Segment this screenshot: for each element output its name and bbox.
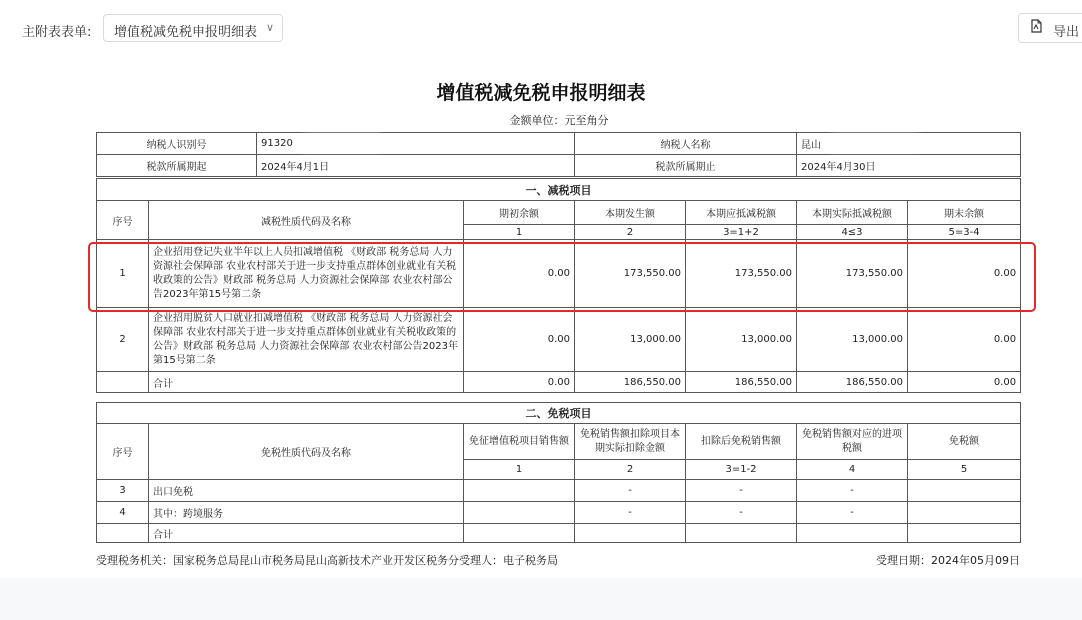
row-net-exempt-sales: - (686, 480, 797, 502)
col-number: 5 (908, 460, 1021, 480)
form-select-label: 主附表表单: (22, 25, 92, 40)
redaction-mask (302, 135, 382, 151)
row-name: 企业招用脱贫人口就业扣减增值税 《财政部 税务总局 人力资源社会保障部 农业农村部关于进一步支持重点群体创业就业有关税收政策的公告》财政部 税务总局 人力资源社会保障部 农业农村部公告2023年第15号第二条 (149, 308, 464, 372)
toolbar (0, 0, 1082, 58)
export-label: 导出 (1053, 25, 1080, 40)
header-exempt-sales: 免征增值税项目销售额 (464, 424, 575, 460)
total-row (97, 372, 1021, 393)
row-opening-balance: 0.00 (464, 240, 575, 308)
header-opening-balance: 期初余额 (464, 201, 575, 225)
period-start-value: 2024年4月1日 (257, 155, 575, 177)
col-number: 3=1-2 (686, 460, 797, 480)
total-deductible-tax: 186,550.00 (686, 372, 797, 393)
period-start-label: 税款所属期起 (97, 155, 257, 177)
total-actual-deducted: 186,550.00 (797, 372, 908, 393)
exemption-table (96, 402, 1021, 543)
row-closing-balance: 0.00 (908, 308, 1021, 372)
header-input-tax: 免税销售额对应的进项税额 (797, 424, 908, 460)
row-exempt-tax (908, 480, 1021, 502)
table-row (97, 240, 1021, 308)
row-name: 出口免税 (149, 480, 464, 502)
form-select-value: 增值税减免税申报明细表 (114, 25, 258, 40)
header-net-exempt-sales: 扣除后免税销售额 (686, 424, 797, 460)
col-number: 1 (464, 225, 575, 240)
reduction-section-title: 一、减税项目 (97, 179, 1021, 201)
export-button[interactable] (1018, 13, 1082, 43)
chevron-down-icon: ∨ (265, 21, 274, 34)
pdf-file-icon (1031, 19, 1042, 33)
table-row (97, 502, 1021, 524)
col-number: 4 (797, 460, 908, 480)
form-select[interactable] (103, 14, 283, 42)
row-exempt-sales (464, 502, 575, 524)
row-name: 企业招用登记失业半年以上人员扣减增值税 《财政部 税务总局 人力资源社会保障部 农业农村部关于进一步支持重点群体创业就业有关税收政策的公告》财政部 税务总局 人力资源社会保障部 农业农村部公告2023年第15号第二条 (149, 240, 464, 308)
header-seq: 序号 (97, 201, 149, 240)
row-closing-balance: 0.00 (908, 240, 1021, 308)
report-title: 增值税减免税申报明细表 (436, 82, 646, 104)
header-actual-deducted: 本期实际抵减税额 (797, 201, 908, 225)
taxpayer-name-label: 纳税人名称 (575, 133, 797, 155)
row-name: 其中：跨境服务 (149, 502, 464, 524)
table-row (97, 308, 1021, 372)
redaction-mask (830, 135, 920, 151)
col-number: 1 (464, 460, 575, 480)
amount-unit: 金额单位：元至角分 (509, 114, 609, 127)
row-actual-deducted: 173,550.00 (797, 240, 908, 308)
tax-authority-footer: 受理税务机关：国家税务总局昆山市税务局昆山高新技术产业开发区税务分受理人：电子税务局 (96, 554, 558, 567)
table-row (97, 480, 1021, 502)
period-end-value: 2024年4月30日 (797, 155, 1021, 177)
taxpayer-id-label: 纳税人识别号 (97, 133, 257, 155)
exemption-section-title: 二、免税项目 (97, 403, 1021, 424)
row-current-amount: 173,550.00 (575, 240, 686, 308)
col-number: 3=1+2 (686, 225, 797, 240)
total-label: 合计 (149, 524, 464, 543)
row-current-amount: 13,000.00 (575, 308, 686, 372)
row-seq: 4 (97, 502, 149, 524)
taxpayer-name-value: 昆山 (797, 133, 1021, 155)
acceptance-date: 受理日期：2024年05月09日 (876, 554, 1020, 567)
col-number: 5=3-4 (908, 225, 1021, 240)
header-deducted-amount: 免税销售额扣除项目本期实际扣除金额 (575, 424, 686, 460)
header-current-amount: 本期发生额 (575, 201, 686, 225)
row-input-tax: - (797, 480, 908, 502)
total-current-amount: 186,550.00 (575, 372, 686, 393)
row-exempt-tax (908, 502, 1021, 524)
row-seq: 2 (97, 308, 149, 372)
taxpayer-id-value: 91320 (257, 133, 575, 155)
row-actual-deducted: 13,000.00 (797, 308, 908, 372)
header-seq: 序号 (97, 424, 149, 480)
total-row (97, 524, 1021, 543)
period-end-label: 税款所属期止 (575, 155, 797, 177)
row-net-exempt-sales: - (686, 502, 797, 524)
row-exempt-sales (464, 480, 575, 502)
header-closing-balance: 期末余额 (908, 201, 1021, 225)
row-seq: 3 (97, 480, 149, 502)
col-number: 2 (575, 460, 686, 480)
report-paper (0, 58, 1082, 620)
row-seq: 1 (97, 240, 149, 308)
bottom-band (0, 578, 1082, 620)
total-closing-balance: 0.00 (908, 372, 1021, 393)
header-exemption-name: 免税性质代码及名称 (149, 424, 464, 480)
header-reduction-name: 减税性质代码及名称 (149, 201, 464, 240)
total-opening-balance: 0.00 (464, 372, 575, 393)
row-opening-balance: 0.00 (464, 308, 575, 372)
header-exempt-tax: 免税额 (908, 424, 1021, 460)
row-input-tax: - (797, 502, 908, 524)
total-label: 合计 (149, 372, 464, 393)
col-number: 4≤3 (797, 225, 908, 240)
col-number: 2 (575, 225, 686, 240)
row-deducted-amount: - (575, 502, 686, 524)
row-deducted-amount: - (575, 480, 686, 502)
header-deductible-tax: 本期应抵减税额 (686, 201, 797, 225)
row-deductible-tax: 13,000.00 (686, 308, 797, 372)
reduction-table (96, 178, 1021, 393)
row-deductible-tax: 173,550.00 (686, 240, 797, 308)
